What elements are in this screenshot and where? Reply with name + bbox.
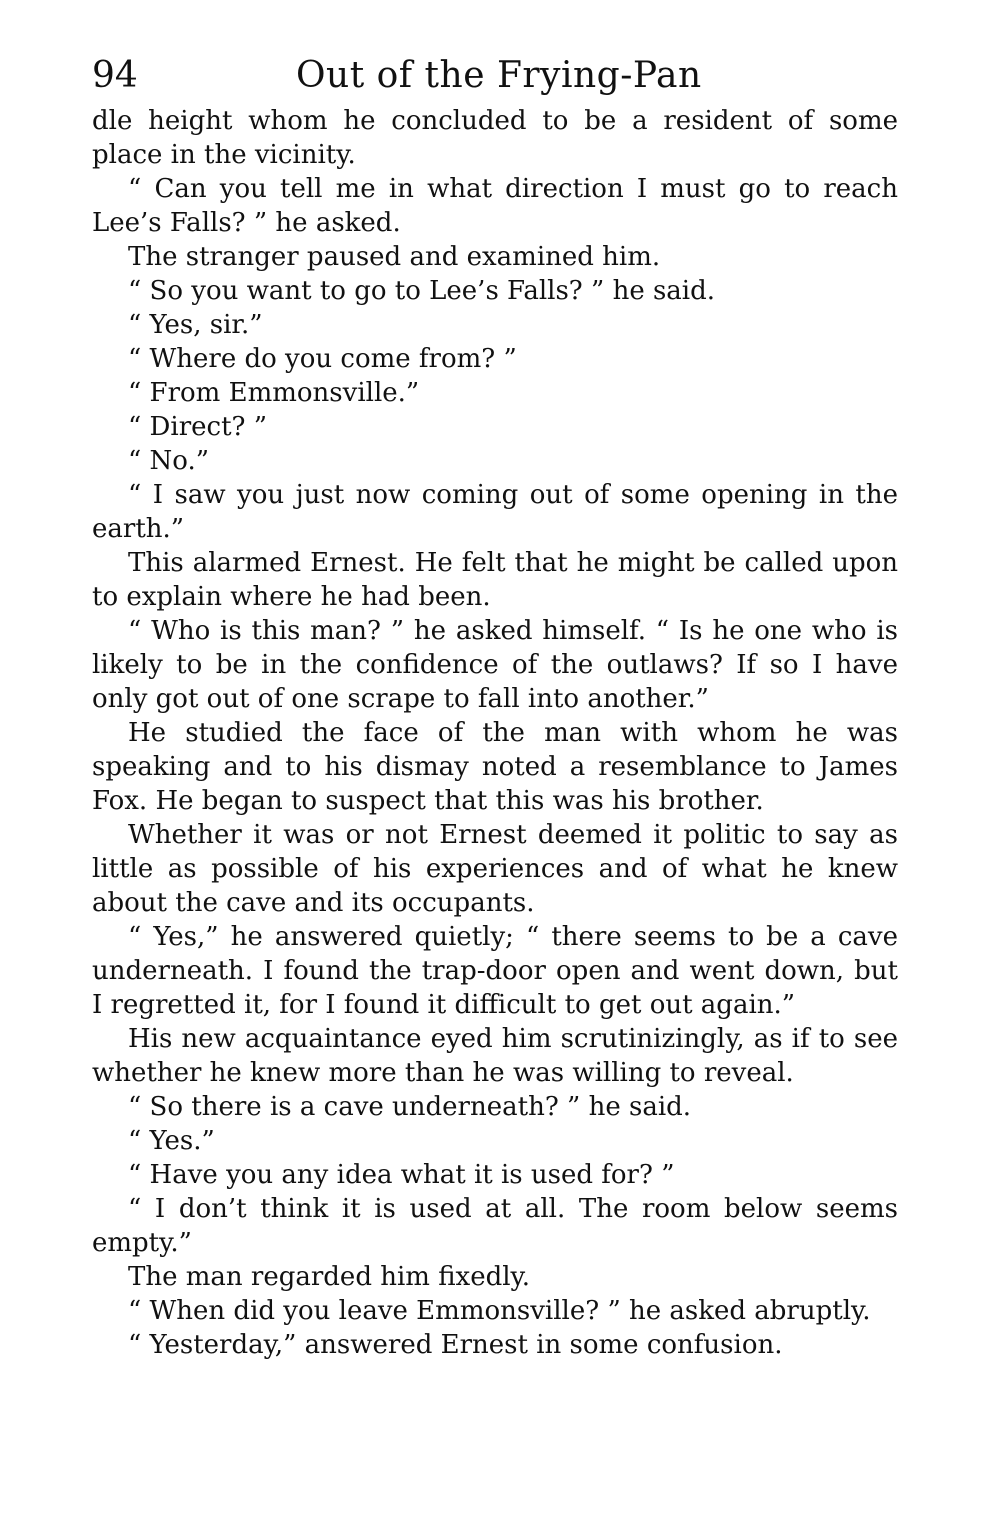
book-page (92, 48, 898, 1362)
paragraph: “ Direct? ” (128, 412, 268, 442)
paragraph: He studied the face of the man with whom he was speaking and to his dismay noted a resemblance to James Fox. He began to suspect that this was his brother. (92, 718, 898, 816)
paragraph: “ So you want to go to Lee’s Falls? ” he said. (128, 276, 716, 306)
paragraph: “ No.” (128, 446, 210, 476)
paragraph: “ Who is this man? ” he asked himself. “ Is he one who is likely to be in the confidence of the outlaws? If so I have only got out of one scrape to fall into another.” (92, 616, 898, 714)
paragraph: “ I saw you just now coming out of some opening in the earth.” (92, 480, 898, 544)
paragraph: “ When did you leave Emmonsville? ” he asked abruptly. (128, 1296, 871, 1326)
paragraph: Whether it was or not Ernest deemed it politic to say as little as possible of his experiences and of what he knew about the cave and its occupants. (92, 820, 898, 918)
paragraph: His new acquaintance eyed him scrutinizingly, as if to see whether he knew more than he was willing to reveal. (92, 1024, 898, 1088)
paragraph: “ Yesterday,” answered Ernest in some confusion. (128, 1330, 783, 1360)
paragraph: This alarmed Ernest. He felt that he might be called upon to explain where he had been. (92, 548, 898, 612)
running-head (92, 48, 898, 104)
paragraph: “ Yes,” he answered quietly; “ there seems to be a cave underneath. I found the trap-door open and went down, but I regretted it, for I found it difficult to get out again.” (92, 922, 898, 1020)
paragraph: “ Can you tell me in what direction I must go to reach Lee’s Falls? ” he asked. (92, 174, 898, 238)
paragraph: “ Have you any idea what it is used for? ” (128, 1160, 675, 1190)
paragraph: “ Where do you come from? ” (128, 344, 517, 374)
page-number: 94 (92, 55, 138, 96)
paragraph: The stranger paused and examined him. (128, 242, 661, 272)
paragraph: “ So there is a cave underneath? ” he said. (128, 1092, 692, 1122)
body-text (92, 104, 898, 1362)
paragraph: “ From Emmonsville.” (128, 378, 420, 408)
paragraph: “ I don’t think it is used at all. The room below seems empty.” (92, 1194, 898, 1258)
paragraph: The man regarded him fixedly. (128, 1262, 531, 1292)
paragraph: dle height whom he concluded to be a resident of some place in the vicinity. (92, 106, 898, 170)
paragraph: “ Yes.” (128, 1126, 215, 1156)
paragraph: “ Yes, sir.” (128, 310, 263, 340)
book-title: Out of the Frying-Pan (296, 55, 702, 96)
